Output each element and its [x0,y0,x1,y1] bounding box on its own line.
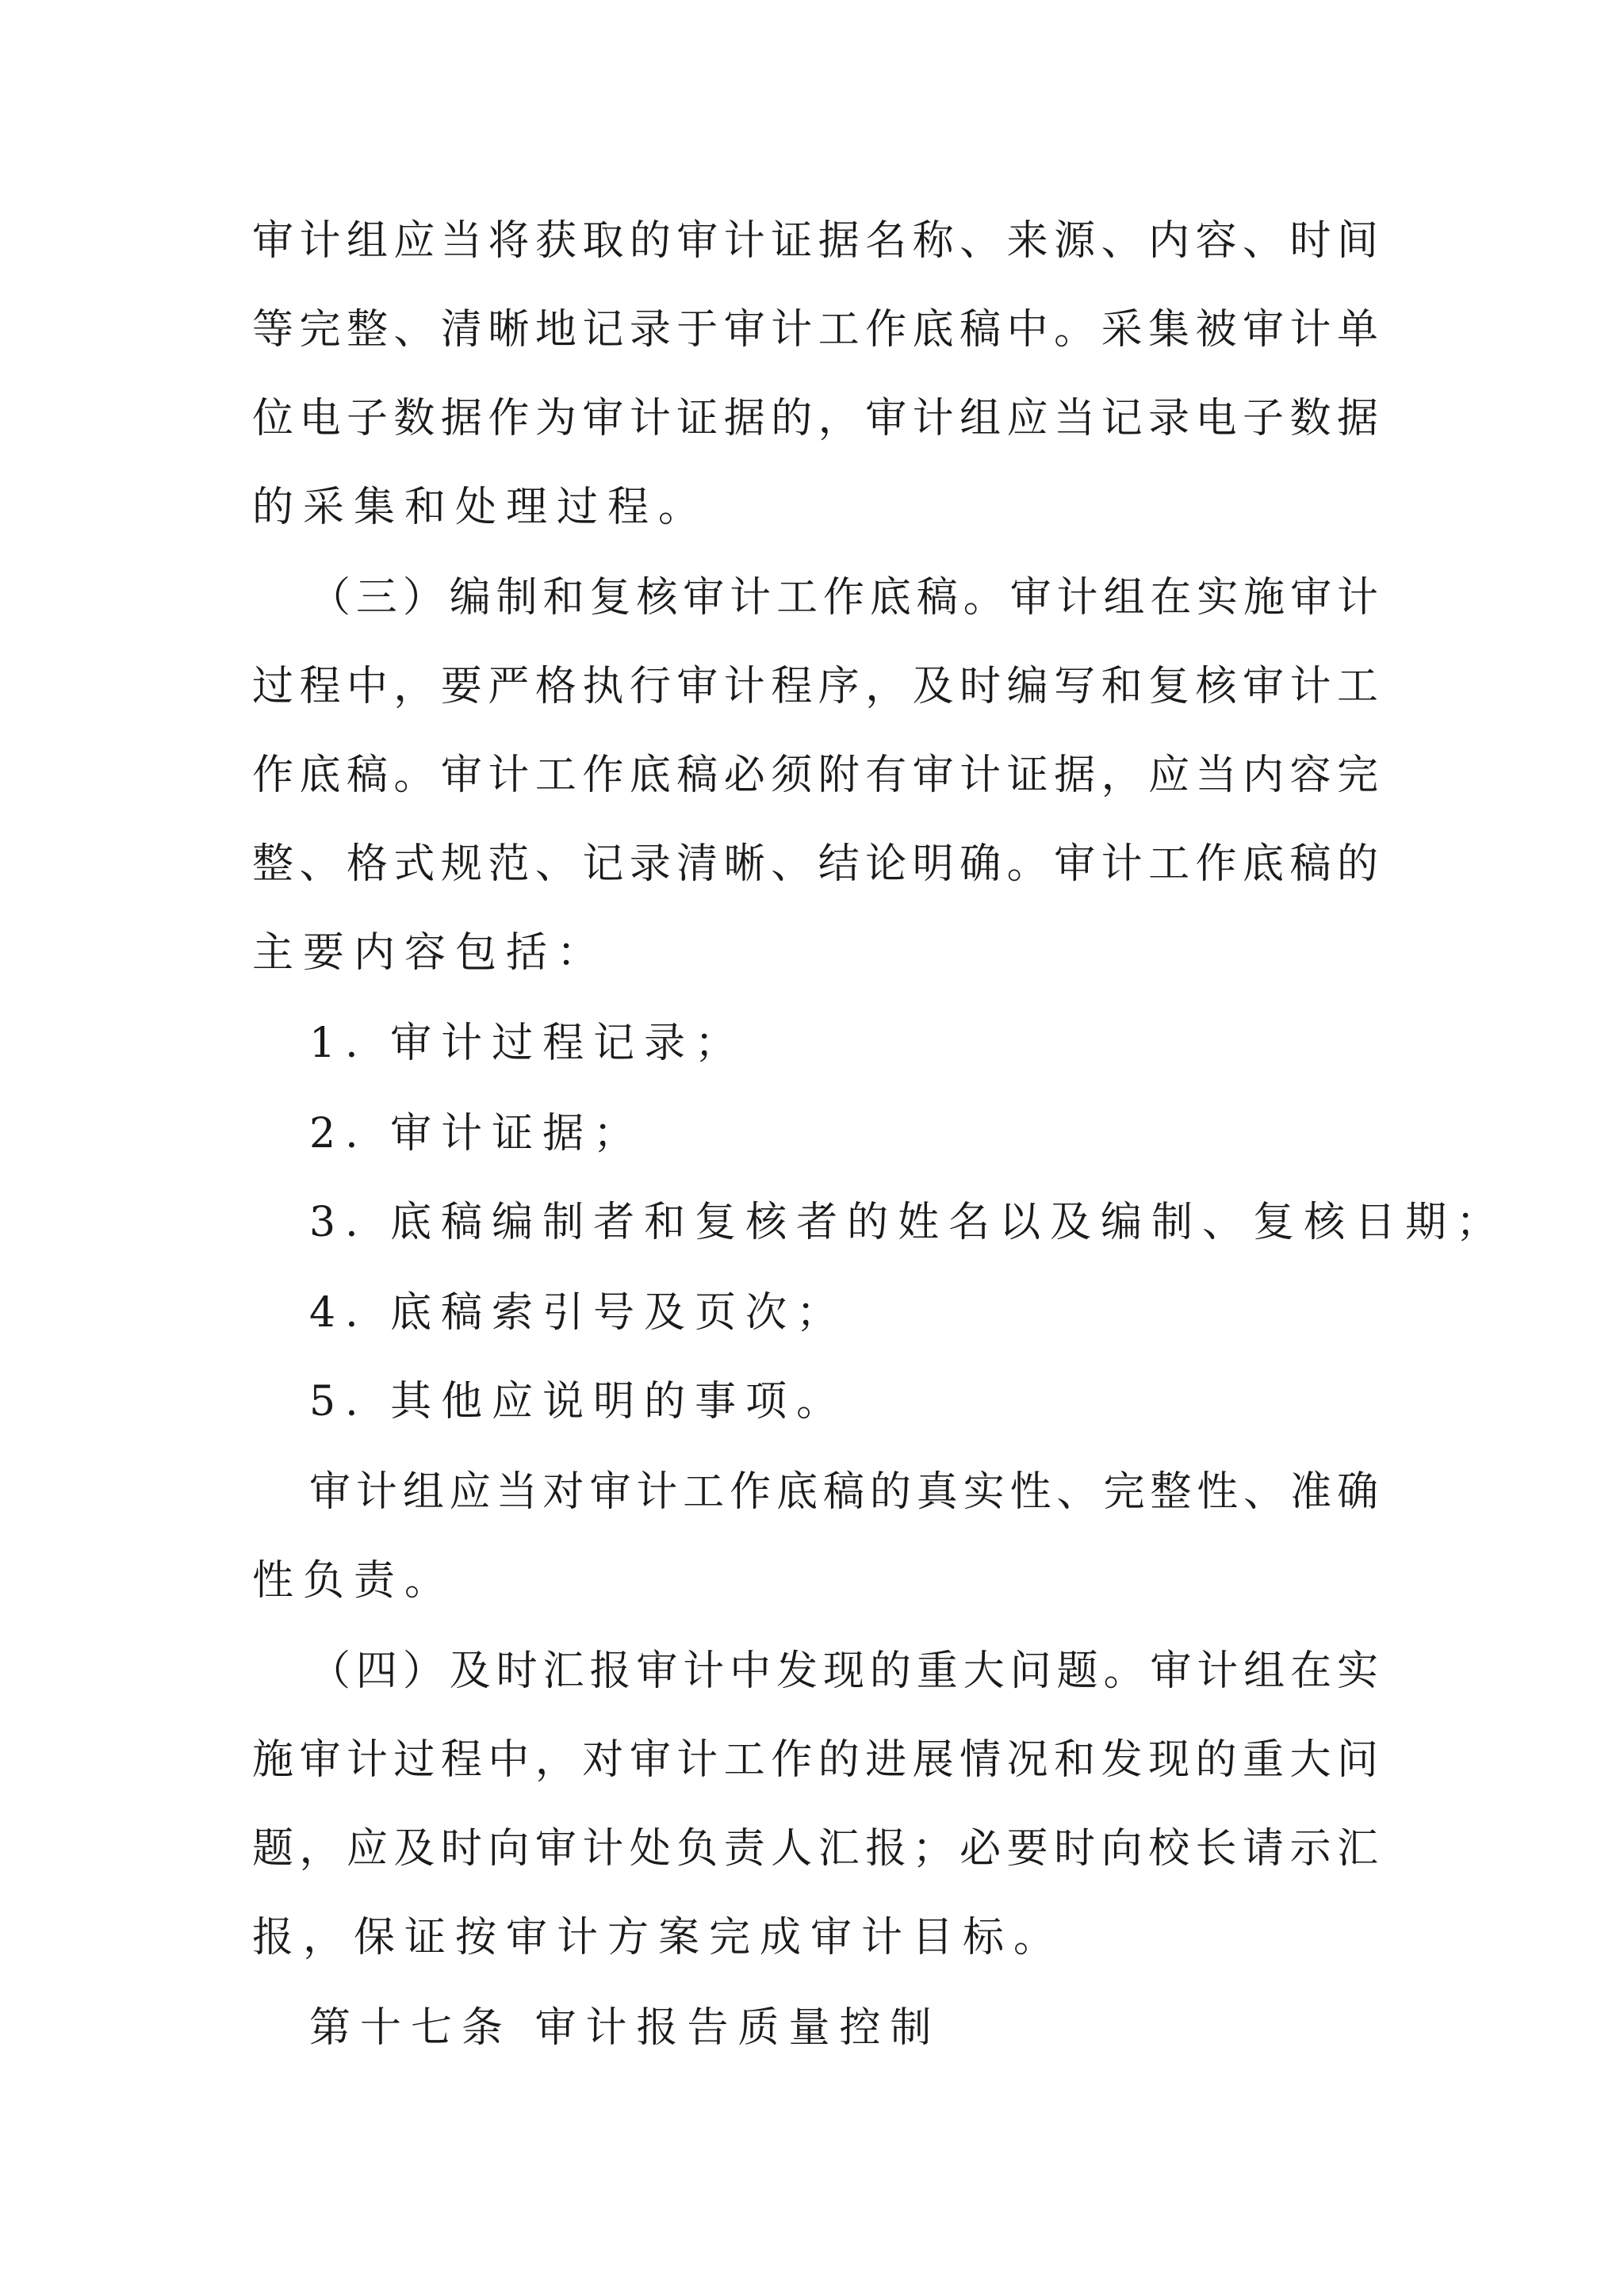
paragraph-1-line-2: 等完整、清晰地记录于审计工作底稿中。采集被审计单 [252,306,1378,354]
paragraph-1-line-4: 的采集和处理过程。 [252,484,710,531]
paragraph-3-line-1: 审计组应当对审计工作底稿的真实性、完整性、准确 [309,1468,1378,1516]
paragraph-2-line-1: （三）编制和复核审计工作底稿。审计组在实施审计 [309,574,1378,622]
paragraph-2-line-2: 过程中，要严格执行审计程序，及时编写和复核审计工 [252,663,1378,710]
paragraph-1-line-1: 审计组应当将获取的审计证据名称、来源、内容、时间 [252,217,1378,265]
list-item-4: 4. 底稿索引号及页次； [309,1289,848,1337]
paragraph-4-line-2: 施审计过程中，对审计工作的进展情况和发现的重大问 [252,1736,1378,1784]
article-heading: 第十七条 审计报告质量控制 [309,2004,941,2052]
list-item-1: 1. 审计过程记录； [309,1020,746,1067]
list-item-2: 2. 审计证据； [309,1110,645,1158]
paragraph-2-line-4: 整、格式规范、记录清晰、结论明确。审计工作底稿的 [252,840,1378,888]
paragraph-3-line-2: 性负责。 [252,1557,456,1605]
paragraph-2-line-5: 主要内容包括： [252,929,608,977]
paragraph-4-line-3: 题，应及时向审计处负责人汇报；必要时向校长请示汇 [252,1825,1378,1873]
list-item-3: 3. 底稿编制者和复核者的姓名以及编制、复核日期； [309,1199,1507,1246]
paragraph-1-line-3: 位电子数据作为审计证据的，审计组应当记录电子数据 [252,395,1378,442]
list-item-5: 5. 其他应说明的事项。 [309,1378,848,1425]
paragraph-2-line-3: 作底稿。审计工作底稿必须附有审计证据，应当内容完 [252,752,1378,799]
paragraph-4-line-4: 报，保证按审计方案完成审计目标。 [252,1914,1065,1961]
paragraph-4-line-1: （四）及时汇报审计中发现的重大问题。审计组在实 [309,1647,1378,1695]
